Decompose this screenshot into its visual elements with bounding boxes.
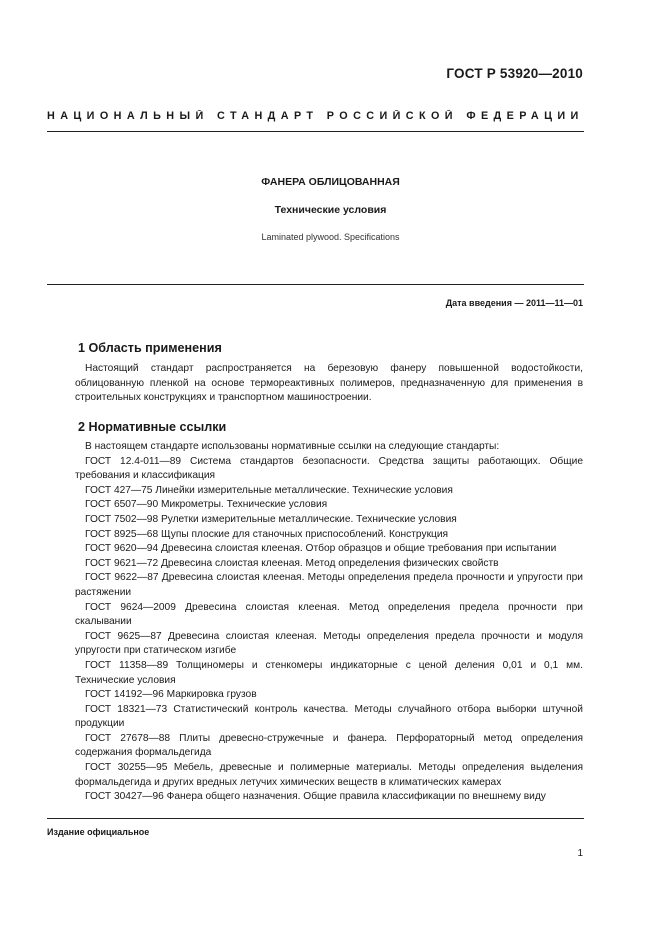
official-edition-note: Издание официальное	[47, 827, 150, 837]
section-1-heading: 1 Область применения	[78, 341, 222, 355]
reference-item: ГОСТ 9625—87 Древесина слоистая клееная. Методы определения предела прочности и модуля упругости при статическом изгибе	[75, 630, 583, 657]
reference-item: ГОСТ 9622—87 Древесина слоистая клееная. Методы определения предела прочности и упругости при растяжении	[75, 572, 583, 598]
reference-item: ГОСТ 14192—96 Маркировка грузов	[85, 689, 257, 701]
section-2-heading: 2 Нормативные ссылки	[78, 420, 227, 434]
reference-item: ГОСТ 30255—95 Мебель, древесные и полимерные материалы. Методы определения выделения формальдегида и других вредных летучих химических веществ в климатических камерах	[75, 762, 583, 788]
national-standard-banner: НАЦИОНАЛЬНЫЙ СТАНДАРТ РОССИЙСКОЙ ФЕДЕРАЦИИ	[47, 110, 584, 122]
footer-divider	[47, 818, 584, 819]
document-subtitle: Технические условия	[274, 204, 387, 216]
standard-code: ГОСТ Р 53920—2010	[446, 66, 583, 81]
reference-item: ГОСТ 30427—96 Фанера общего назначения. Общие правила классификации по внешнему виду	[85, 791, 546, 803]
reference-item: ГОСТ 11358—89 Толщиномеры и стенкомеры индикаторные с ценой деления 0,01 и 0,1 мм. Технические условия	[75, 659, 583, 686]
reference-item: ГОСТ 7502—98 Рулетки измерительные металлические. Технические условия	[85, 513, 457, 525]
reference-item: ГОСТ 8925—68 Щупы плоские для станочных приспособлений. Конструкция	[85, 528, 449, 540]
introduction-date: Дата введения — 2011—11—01	[445, 298, 583, 308]
reference-item: ГОСТ 6507—90 Микрометры. Технические условия	[85, 499, 328, 511]
normative-references-list	[75, 440, 583, 805]
reference-item: ГОСТ 9624—2009 Древесина слоистая клееная. Метод определения предела прочности при скалывании	[75, 601, 583, 628]
reference-item: ГОСТ 427—75 Линейки измерительные металлические. Технические условия	[85, 484, 453, 496]
top-divider	[47, 131, 584, 132]
title-divider	[47, 284, 584, 285]
reference-item: ГОСТ 27678—88 Плиты древесно-стружечные и фанера. Перфораторный метод определения содержания формальдегида	[75, 732, 583, 759]
document-title: ФАНЕРА ОБЛИЦОВАННАЯ	[261, 176, 400, 188]
reference-item: ГОСТ 9620—94 Древесина слоистая клееная. Отбор образцов и общие требования при испытании	[85, 543, 557, 555]
page-number: 1	[577, 848, 583, 859]
reference-item: ГОСТ 9621—72 Древесина слоистая клееная. Метод определения физических свойств	[85, 557, 499, 569]
english-title: Laminated plywood. Specifications	[261, 232, 400, 242]
section-1-paragraph: Настоящий стандарт распространяется на березовую фанеру повышенной водостойкости, облицованную пленкой на основе термореактивных полимеров, предназначенную для применения в строительных конструкциях и транспортном машиностроении.	[75, 363, 583, 404]
reference-item: ГОСТ 18321—73 Статистический контроль качества. Методы случайного отбора выборки штучной продукции	[75, 703, 583, 730]
reference-intro: В настоящем стандарте использованы нормативные ссылки на следующие стандарты:	[85, 441, 500, 452]
reference-item: ГОСТ 12.4-011—89 Система стандартов безопасности. Средства защиты работающих. Общие требования и классификация	[75, 455, 583, 482]
section-1-body	[75, 362, 583, 406]
